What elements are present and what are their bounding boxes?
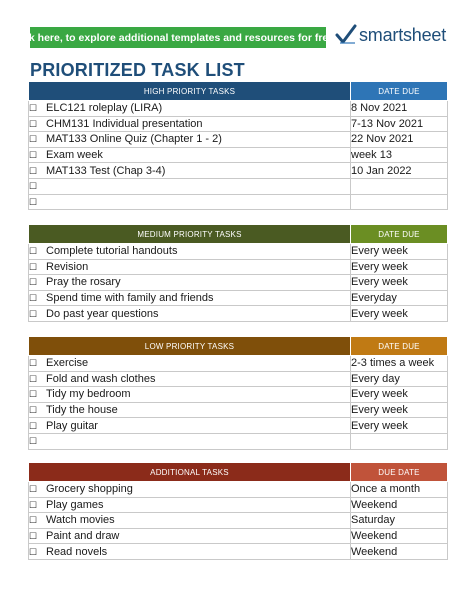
task-cell[interactable] bbox=[29, 147, 351, 163]
task-label: Read novels bbox=[46, 545, 108, 558]
checkbox-icon[interactable]: ☐ bbox=[29, 420, 38, 431]
checkbox-icon[interactable]: ☐ bbox=[29, 196, 38, 207]
table-row bbox=[29, 387, 448, 403]
section-header: MEDIUM PRIORITY TASKS bbox=[29, 225, 351, 244]
checkbox-icon[interactable]: ☐ bbox=[29, 546, 38, 557]
due-header: DATE DUE bbox=[351, 225, 448, 244]
task-cell[interactable] bbox=[29, 259, 351, 275]
section-header: ADDITIONAL TASKS bbox=[29, 463, 351, 482]
checkmark-logo-icon bbox=[335, 23, 357, 47]
due-date-cell[interactable]: Weekend bbox=[351, 528, 448, 544]
task-cell[interactable] bbox=[29, 275, 351, 291]
checkbox-icon[interactable]: ☐ bbox=[29, 358, 38, 369]
task-label: Exercise bbox=[46, 357, 89, 370]
task-cell[interactable] bbox=[29, 244, 351, 260]
table-row bbox=[29, 244, 448, 260]
due-date-cell[interactable]: Everyday bbox=[351, 290, 448, 306]
explore-templates-banner[interactable] bbox=[9, 27, 347, 48]
due-date-cell[interactable]: Every week bbox=[351, 259, 448, 275]
checkbox-icon[interactable]: ☐ bbox=[29, 436, 38, 447]
task-cell[interactable] bbox=[29, 356, 351, 372]
task-label: CHM131 Individual presentation bbox=[46, 117, 203, 130]
checkbox-icon[interactable]: ☐ bbox=[29, 165, 38, 176]
due-date-cell[interactable]: Once a month bbox=[351, 482, 448, 498]
logo-text: smartsheet bbox=[359, 24, 447, 45]
due-date-cell[interactable]: Weekend bbox=[351, 544, 448, 560]
task-label: Watch movies bbox=[46, 514, 115, 527]
task-cell[interactable] bbox=[29, 116, 351, 132]
due-date-cell[interactable]: 22 Nov 2021 bbox=[351, 132, 448, 148]
table-row bbox=[29, 275, 448, 291]
due-date-cell[interactable] bbox=[351, 433, 448, 449]
due-date-cell[interactable]: 2-3 times a week bbox=[351, 356, 448, 372]
due-header: DATE DUE bbox=[351, 337, 448, 356]
table-row bbox=[29, 132, 448, 148]
table-row bbox=[29, 178, 448, 194]
due-date-cell[interactable]: Every day bbox=[351, 371, 448, 387]
task-cell[interactable] bbox=[29, 387, 351, 403]
task-label: Exam week bbox=[46, 149, 103, 162]
due-date-cell[interactable]: 10 Jan 2022 bbox=[351, 163, 448, 179]
due-date-cell[interactable]: Every week bbox=[351, 402, 448, 418]
smartsheet-logo[interactable] bbox=[335, 22, 446, 48]
task-cell[interactable] bbox=[29, 101, 351, 117]
task-cell[interactable] bbox=[29, 418, 351, 434]
due-date-cell[interactable] bbox=[351, 194, 448, 210]
checkbox-icon[interactable]: ☐ bbox=[29, 484, 38, 495]
task-label: Paint and draw bbox=[46, 530, 120, 543]
table-row bbox=[29, 147, 448, 163]
due-date-cell[interactable]: Every week bbox=[351, 244, 448, 260]
table-row bbox=[29, 513, 448, 529]
checkbox-icon[interactable]: ☐ bbox=[29, 405, 38, 416]
table-row bbox=[29, 418, 448, 434]
due-date-cell[interactable]: Every week bbox=[351, 306, 448, 322]
due-date-cell[interactable] bbox=[351, 178, 448, 194]
task-cell[interactable] bbox=[29, 178, 351, 194]
checkbox-icon[interactable]: ☐ bbox=[29, 373, 38, 384]
checkbox-icon[interactable]: ☐ bbox=[29, 515, 38, 526]
table-row bbox=[29, 433, 448, 449]
task-cell[interactable] bbox=[29, 371, 351, 387]
table-header-row bbox=[29, 82, 448, 101]
table-header-row bbox=[29, 337, 448, 356]
checkbox-icon[interactable]: ☐ bbox=[29, 499, 38, 510]
task-cell[interactable] bbox=[29, 290, 351, 306]
table-row bbox=[29, 259, 448, 275]
task-cell[interactable] bbox=[29, 132, 351, 148]
checkbox-icon[interactable]: ☐ bbox=[29, 246, 38, 257]
due-header: DUE DATE bbox=[351, 463, 448, 482]
due-date-cell[interactable]: Weekend bbox=[351, 497, 448, 513]
table-row bbox=[29, 482, 448, 498]
task-label: Spend time with family and friends bbox=[46, 292, 214, 305]
due-date-cell[interactable]: Saturday bbox=[351, 513, 448, 529]
due-header: DATE DUE bbox=[351, 82, 448, 101]
due-date-cell[interactable]: Every week bbox=[351, 387, 448, 403]
task-label: Play guitar bbox=[46, 419, 98, 432]
due-date-cell[interactable]: week 13 bbox=[351, 147, 448, 163]
table-header-row bbox=[29, 225, 448, 244]
checkbox-icon[interactable]: ☐ bbox=[29, 181, 38, 192]
checkbox-icon[interactable]: ☐ bbox=[29, 389, 38, 400]
table-row bbox=[29, 356, 448, 372]
checkbox-icon[interactable]: ☐ bbox=[29, 103, 38, 114]
checkbox-icon[interactable]: ☐ bbox=[29, 277, 38, 288]
task-label: Tidy the house bbox=[46, 404, 118, 417]
task-cell[interactable] bbox=[29, 433, 351, 449]
task-cell[interactable] bbox=[29, 482, 351, 498]
section-header: LOW PRIORITY TASKS bbox=[29, 337, 351, 356]
table-row bbox=[29, 290, 448, 306]
table-row bbox=[29, 497, 448, 513]
checkbox-icon[interactable]: ☐ bbox=[29, 134, 38, 145]
table-row bbox=[29, 116, 448, 132]
task-cell[interactable] bbox=[29, 163, 351, 179]
task-label: MAT133 Online Quiz (Chapter 1 - 2) bbox=[46, 133, 222, 146]
task-cell[interactable] bbox=[29, 513, 351, 529]
additional-tasks-table bbox=[28, 462, 448, 560]
task-label: Fold and wash clothes bbox=[46, 372, 156, 385]
task-label: Complete tutorial handouts bbox=[46, 245, 178, 258]
task-label: Tidy my bedroom bbox=[46, 388, 131, 401]
checkbox-icon[interactable]: ☐ bbox=[29, 531, 38, 542]
checkbox-icon[interactable]: ☐ bbox=[29, 293, 38, 304]
banner-text: Click here, to explore additional templates and resources for free in bbox=[9, 31, 347, 44]
task-cell[interactable] bbox=[29, 402, 351, 418]
task-label: Play games bbox=[46, 498, 104, 511]
task-label: Grocery shopping bbox=[46, 483, 133, 496]
low-priority-table bbox=[28, 336, 448, 450]
table-row bbox=[29, 163, 448, 179]
medium-priority-table bbox=[28, 224, 448, 322]
table-row bbox=[29, 528, 448, 544]
table-row bbox=[29, 306, 448, 322]
checkbox-icon[interactable]: ☐ bbox=[29, 118, 38, 129]
task-label: Revision bbox=[46, 260, 89, 273]
table-row bbox=[29, 194, 448, 210]
due-date-cell[interactable]: 7-13 Nov 2021 bbox=[351, 116, 448, 132]
section-header: HIGH PRIORITY TASKS bbox=[29, 82, 351, 101]
task-label: MAT133 Test (Chap 3-4) bbox=[46, 164, 166, 177]
due-date-cell[interactable]: Every week bbox=[351, 418, 448, 434]
task-cell[interactable] bbox=[29, 306, 351, 322]
high-priority-table bbox=[28, 81, 448, 210]
table-row bbox=[29, 402, 448, 418]
checkbox-icon[interactable]: ☐ bbox=[29, 308, 38, 319]
table-row bbox=[29, 371, 448, 387]
page-title: PRIORITIZED TASK LIST bbox=[30, 60, 245, 80]
task-label: Do past year questions bbox=[46, 307, 159, 320]
table-row bbox=[29, 544, 448, 560]
task-cell[interactable] bbox=[29, 544, 351, 560]
task-label: Pray the rosary bbox=[46, 276, 121, 289]
task-cell[interactable] bbox=[29, 497, 351, 513]
checkbox-icon[interactable]: ☐ bbox=[29, 261, 38, 272]
checkbox-icon[interactable]: ☐ bbox=[29, 150, 38, 161]
table-row bbox=[29, 101, 448, 117]
due-date-cell[interactable]: 8 Nov 2021 bbox=[351, 101, 448, 117]
due-date-cell[interactable]: Every week bbox=[351, 275, 448, 291]
table-header-row bbox=[29, 463, 448, 482]
task-cell[interactable] bbox=[29, 194, 351, 210]
task-label: ELC121 roleplay (LIRA) bbox=[46, 102, 163, 115]
task-cell[interactable] bbox=[29, 528, 351, 544]
